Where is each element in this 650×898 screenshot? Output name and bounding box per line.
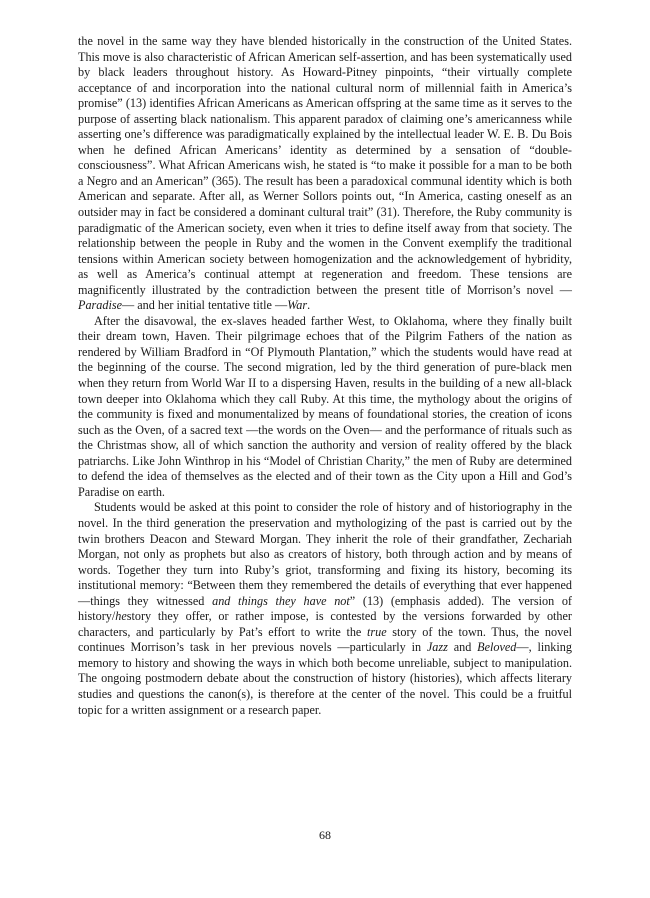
text-run: —, linking memory to history and showing the ways in which both become unreliable, subject to manipulation. The ongoing postmodern debate about the construction of history (histories), which affects literary studies and questions the canon(s), is therefore at the center of the novel. This could be a fruitful topic for a written assignment or a research paper.: [78, 640, 572, 717]
text-run: Students would be asked at this point to consider the role of history and of historiography in the novel. In the third generation the preservation and mythologizing of the past is carried out by the twin brothers Deacon and Steward Morgan. They inherit the role of their grandfather, Zechariah Morgan, not only as prophets but also as creators of history, both through action and by means of words. Together they turn into Ruby’s griot, transforming and fixing its history, becoming its institutional memory: “Between them they remembered the details of everything that ever happened —things they witnessed: [78, 500, 572, 608]
page-number: 68: [319, 828, 331, 842]
paragraph-1: [78, 34, 572, 314]
italic-text: and things they have not: [212, 593, 350, 608]
text-run: .: [307, 298, 311, 313]
italic-text: Beloved: [477, 640, 517, 655]
text-run: ” (13) (emphasis added). The version of history/: [78, 593, 572, 624]
text-run: and: [447, 640, 478, 655]
italic-text: War: [287, 298, 308, 313]
text-run: the novel in the same way they have blended historically in the construction of the United States. This move is also characteristic of African American self-assertion, and has been systematically used by black leaders throughout history. As Howard-Pitney pinpoints, “their virtually complete acceptance of and incorporation into the national cultural norm of millennial faith in America’s promise” (13) identifies African Americans as American offspring at the same time as it serves to the purpose of asserting black nationalism. This apparent paradox of claiming one’s americanness while asserting one’s difference was paradigmatically explained by the intellectual leader W. E. B. Du Bois when he defined African Americans’ identity as determined by a sensation of “double-consciousness”. What African Americans wish, he stated is “to make it possible for a man to be both a Negro and an American” (365). The result has been a paradoxical communal identity which is both American and separate. After all, as Werner Sollors points out, “In America, casting oneself as an outsider may in fact be considered a dominant cultural trait” (31). Therefore, the Ruby community is paradigmatic of the American society, even when it tries to define itself away from that society. The relationship between the people in Ruby and the women in the Convent exemplify the traditional tensions within American society between homogenization and the acknowledgement of hybridity, as well as America’s continual attempt at regeneration and freedom. These tensions are magnificently illustrated by the contradiction between the present title of Morrison’s novel —: [78, 34, 572, 297]
paragraph-3: [78, 500, 572, 718]
italic-text: Jazz: [426, 640, 448, 655]
page-body: [78, 34, 572, 718]
paragraph-2: [78, 314, 572, 501]
text-run: story of the town. Thus, the novel continues Morrison’s task in her previous novels —particularly in: [78, 624, 572, 655]
italic-text: Paradise: [78, 298, 123, 313]
text-run: — and her initial tentative title —: [122, 298, 288, 313]
italic-text: true: [366, 624, 387, 639]
text-run: After the disavowal, the ex-slaves headed farther West, to Oklahoma, where they finally built their dream town, Haven. Their pilgrimage echoes that of the Pilgrim Fathers of the nation as rendered by William Bradford in “Of Plymouth Plantation,” which the students would have read at the beginning of the course. The second migration, led by the third generation of pure-black men when they return from World War II to a dispersing Haven, results in the building of a new all-black town deeper into Oklahoma which they call Ruby. At this time, the mythology about the origins of the community is fixed and monumentalized by means of foundational stories, the creation of icons such as the Oven, of a sacred text —the words on the Oven— and the performance of rituals such as the Christmas show, all of which sanction the authority and version of reality offered by the black patriarchs. Like John Winthrop in his “Model of Christian Charity,” the men of Ruby are determined to defend the idea of themselves as the elected and of their town as the City upon a Hill and God’s Paradise on earth.: [78, 313, 572, 499]
italic-text: he: [115, 609, 127, 624]
text-run: story they offer, or rather impose, is contested by the versions forwarded by other characters, and particularly by Pat’s effort to write the: [78, 609, 572, 639]
